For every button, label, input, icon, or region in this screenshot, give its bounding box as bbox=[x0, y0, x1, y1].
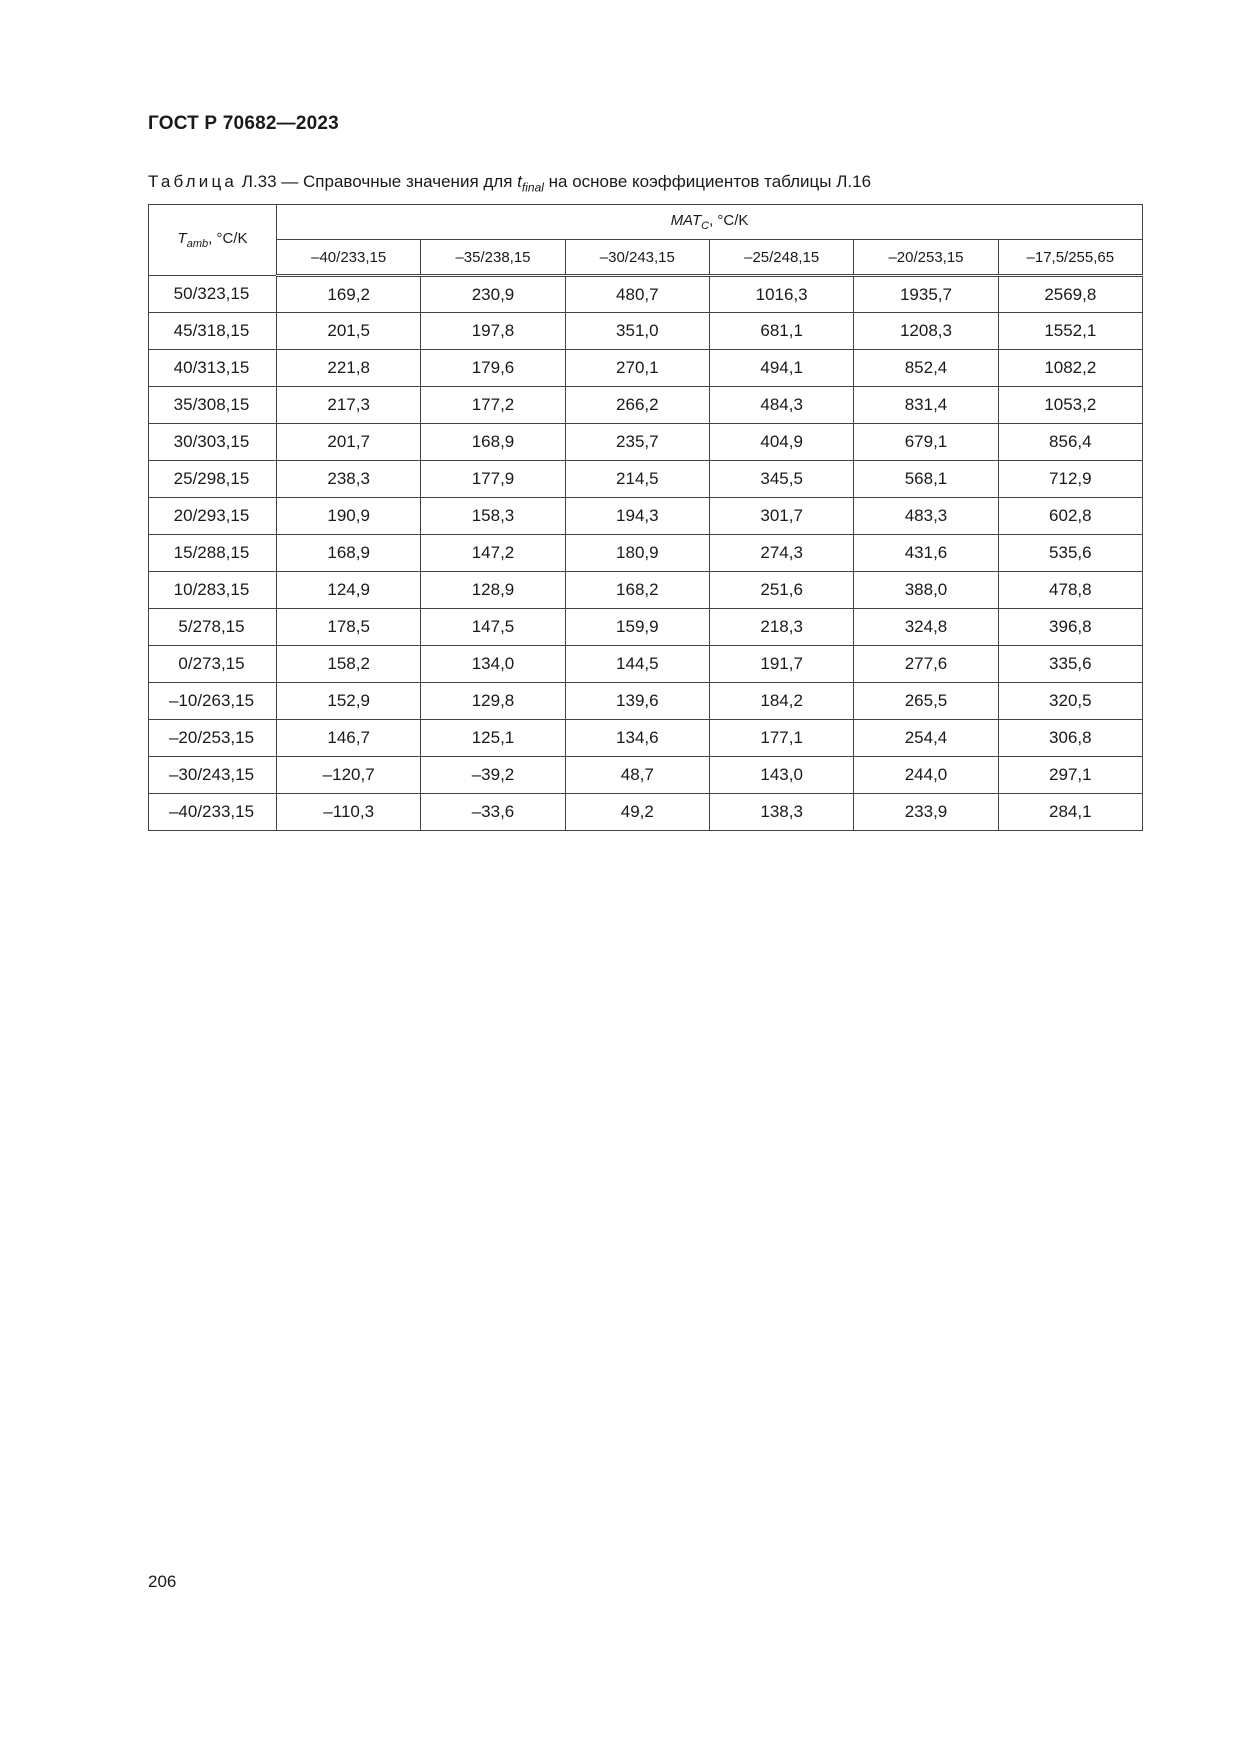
document-code: ГОСТ Р 70682—2023 bbox=[148, 113, 339, 134]
table-cell: 146,7 bbox=[277, 720, 421, 757]
table-row bbox=[149, 609, 1143, 646]
table-row bbox=[149, 757, 1143, 794]
caption-symbol: $t_{final}$ bbox=[517, 172, 544, 195]
table-cell: 852,4 bbox=[854, 350, 998, 387]
row-label-cell: 35/308,15 bbox=[149, 387, 277, 424]
table-cell: 494,1 bbox=[709, 350, 853, 387]
row-label-cell: 5/278,15 bbox=[149, 609, 277, 646]
table-row bbox=[149, 535, 1143, 572]
table-cell: 214,5 bbox=[565, 461, 709, 498]
table-cell: 251,6 bbox=[709, 572, 853, 609]
caption-number: Л.33 — Справочные значения для bbox=[241, 172, 518, 191]
column-group-header: $MAT_C$, °C/K bbox=[277, 205, 1143, 240]
table-cell: 147,2 bbox=[421, 535, 565, 572]
table-cell: 274,3 bbox=[709, 535, 853, 572]
table-caption bbox=[148, 172, 871, 194]
table-cell: 284,1 bbox=[998, 794, 1142, 831]
row-label-cell: 15/288,15 bbox=[149, 535, 277, 572]
table-cell: 301,7 bbox=[709, 498, 853, 535]
table-cell: 478,8 bbox=[998, 572, 1142, 609]
table-cell: 388,0 bbox=[854, 572, 998, 609]
caption-prefix: Таблица bbox=[148, 172, 238, 191]
table-cell: 197,8 bbox=[421, 313, 565, 350]
table-cell: 1016,3 bbox=[709, 276, 853, 313]
table-cell: 218,3 bbox=[709, 609, 853, 646]
table-row bbox=[149, 646, 1143, 683]
page-number: 206 bbox=[148, 1572, 177, 1591]
table-cell: 681,1 bbox=[709, 313, 853, 350]
table-cell: 158,3 bbox=[421, 498, 565, 535]
table-cell: 235,7 bbox=[565, 424, 709, 461]
table-row bbox=[149, 276, 1143, 313]
column-header: –35/238,15 bbox=[421, 240, 565, 276]
table-cell: 266,2 bbox=[565, 387, 709, 424]
table-cell: 254,4 bbox=[854, 720, 998, 757]
row-label-cell: 0/273,15 bbox=[149, 646, 277, 683]
table-cell: 238,3 bbox=[277, 461, 421, 498]
row-header-cell: $T_{amb}$, °C/K bbox=[149, 205, 277, 276]
caption-suffix: на основе коэффициентов таблицы Л.16 bbox=[543, 172, 872, 191]
table-cell: 139,6 bbox=[565, 683, 709, 720]
table-cell: 1208,3 bbox=[854, 313, 998, 350]
table-cell: –120,7 bbox=[277, 757, 421, 794]
table-cell: 270,1 bbox=[565, 350, 709, 387]
data-table bbox=[148, 204, 1143, 831]
table-cell: 335,6 bbox=[998, 646, 1142, 683]
table-cell: 201,7 bbox=[277, 424, 421, 461]
table-cell: 1935,7 bbox=[854, 276, 998, 313]
table-cell: 168,9 bbox=[421, 424, 565, 461]
table-row bbox=[149, 794, 1143, 831]
table-cell: 712,9 bbox=[998, 461, 1142, 498]
table-cell: 190,9 bbox=[277, 498, 421, 535]
table-cell: 1082,2 bbox=[998, 350, 1142, 387]
table-cell: 125,1 bbox=[421, 720, 565, 757]
table-cell: 217,3 bbox=[277, 387, 421, 424]
row-label-cell: 40/313,15 bbox=[149, 350, 277, 387]
row-label-cell: 25/298,15 bbox=[149, 461, 277, 498]
table-cell: 483,3 bbox=[854, 498, 998, 535]
row-label-cell: –20/253,15 bbox=[149, 720, 277, 757]
row-label-cell: 10/283,15 bbox=[149, 572, 277, 609]
table-cell: 179,6 bbox=[421, 350, 565, 387]
row-label-cell: –40/233,15 bbox=[149, 794, 277, 831]
table-cell: 134,6 bbox=[565, 720, 709, 757]
table-cell: 535,6 bbox=[998, 535, 1142, 572]
table-cell: 404,9 bbox=[709, 424, 853, 461]
table-cell: 168,2 bbox=[565, 572, 709, 609]
table-cell: 265,5 bbox=[854, 683, 998, 720]
table-cell: 831,4 bbox=[854, 387, 998, 424]
table-cell: 184,2 bbox=[709, 683, 853, 720]
row-label-cell: 45/318,15 bbox=[149, 313, 277, 350]
table-cell: 124,9 bbox=[277, 572, 421, 609]
table-cell: 568,1 bbox=[854, 461, 998, 498]
table-cell: 324,8 bbox=[854, 609, 998, 646]
table-row bbox=[149, 313, 1143, 350]
table-row bbox=[149, 498, 1143, 535]
column-header: –20/253,15 bbox=[854, 240, 998, 276]
table-cell: 2569,8 bbox=[998, 276, 1142, 313]
table-cell: 177,2 bbox=[421, 387, 565, 424]
table-cell: 277,6 bbox=[854, 646, 998, 683]
table-cell: 128,9 bbox=[421, 572, 565, 609]
table-cell: 194,3 bbox=[565, 498, 709, 535]
table-cell: 602,8 bbox=[998, 498, 1142, 535]
row-label-cell: 50/323,15 bbox=[149, 276, 277, 313]
table-cell: 191,7 bbox=[709, 646, 853, 683]
table-cell: –39,2 bbox=[421, 757, 565, 794]
row-label-cell: –10/263,15 bbox=[149, 683, 277, 720]
table-cell: 431,6 bbox=[854, 535, 998, 572]
table-cell: 147,5 bbox=[421, 609, 565, 646]
table-cell: –33,6 bbox=[421, 794, 565, 831]
column-header: –17,5/255,65 bbox=[998, 240, 1142, 276]
table-cell: 221,8 bbox=[277, 350, 421, 387]
table-cell: 129,8 bbox=[421, 683, 565, 720]
row-label-cell: 20/293,15 bbox=[149, 498, 277, 535]
table-cell: 396,8 bbox=[998, 609, 1142, 646]
table-cell: 480,7 bbox=[565, 276, 709, 313]
table-row bbox=[149, 720, 1143, 757]
table-row bbox=[149, 424, 1143, 461]
table-cell: 484,3 bbox=[709, 387, 853, 424]
table-cell: 138,3 bbox=[709, 794, 853, 831]
table-cell: 152,9 bbox=[277, 683, 421, 720]
table-cell: 345,5 bbox=[709, 461, 853, 498]
column-header: –30/243,15 bbox=[565, 240, 709, 276]
table-cell: 48,7 bbox=[565, 757, 709, 794]
table-cell: 1053,2 bbox=[998, 387, 1142, 424]
table-cell: 168,9 bbox=[277, 535, 421, 572]
table-cell: 233,9 bbox=[854, 794, 998, 831]
table-row bbox=[149, 387, 1143, 424]
table-cell: 244,0 bbox=[854, 757, 998, 794]
table-row bbox=[149, 350, 1143, 387]
table-cell: 180,9 bbox=[565, 535, 709, 572]
table-cell: 169,2 bbox=[277, 276, 421, 313]
table-cell: 351,0 bbox=[565, 313, 709, 350]
table-cell: 134,0 bbox=[421, 646, 565, 683]
table-cell: 177,1 bbox=[709, 720, 853, 757]
table-cell: 320,5 bbox=[998, 683, 1142, 720]
table-cell: 297,1 bbox=[998, 757, 1142, 794]
row-label-cell: 30/303,15 bbox=[149, 424, 277, 461]
table-cell: 201,5 bbox=[277, 313, 421, 350]
table-cell: 1552,1 bbox=[998, 313, 1142, 350]
table-cell: 49,2 bbox=[565, 794, 709, 831]
table-row bbox=[149, 572, 1143, 609]
table-cell: –110,3 bbox=[277, 794, 421, 831]
table-cell: 856,4 bbox=[998, 424, 1142, 461]
table-cell: 178,5 bbox=[277, 609, 421, 646]
table-cell: 143,0 bbox=[709, 757, 853, 794]
table-cell: 177,9 bbox=[421, 461, 565, 498]
table-row bbox=[149, 683, 1143, 720]
row-label-cell: –30/243,15 bbox=[149, 757, 277, 794]
column-header: –40/233,15 bbox=[277, 240, 421, 276]
column-header: –25/248,15 bbox=[709, 240, 853, 276]
table-cell: 306,8 bbox=[998, 720, 1142, 757]
table-cell: 158,2 bbox=[277, 646, 421, 683]
table-cell: 144,5 bbox=[565, 646, 709, 683]
table-cell: 230,9 bbox=[421, 276, 565, 313]
table-row bbox=[149, 461, 1143, 498]
table-cell: 679,1 bbox=[854, 424, 998, 461]
table-cell: 159,9 bbox=[565, 609, 709, 646]
